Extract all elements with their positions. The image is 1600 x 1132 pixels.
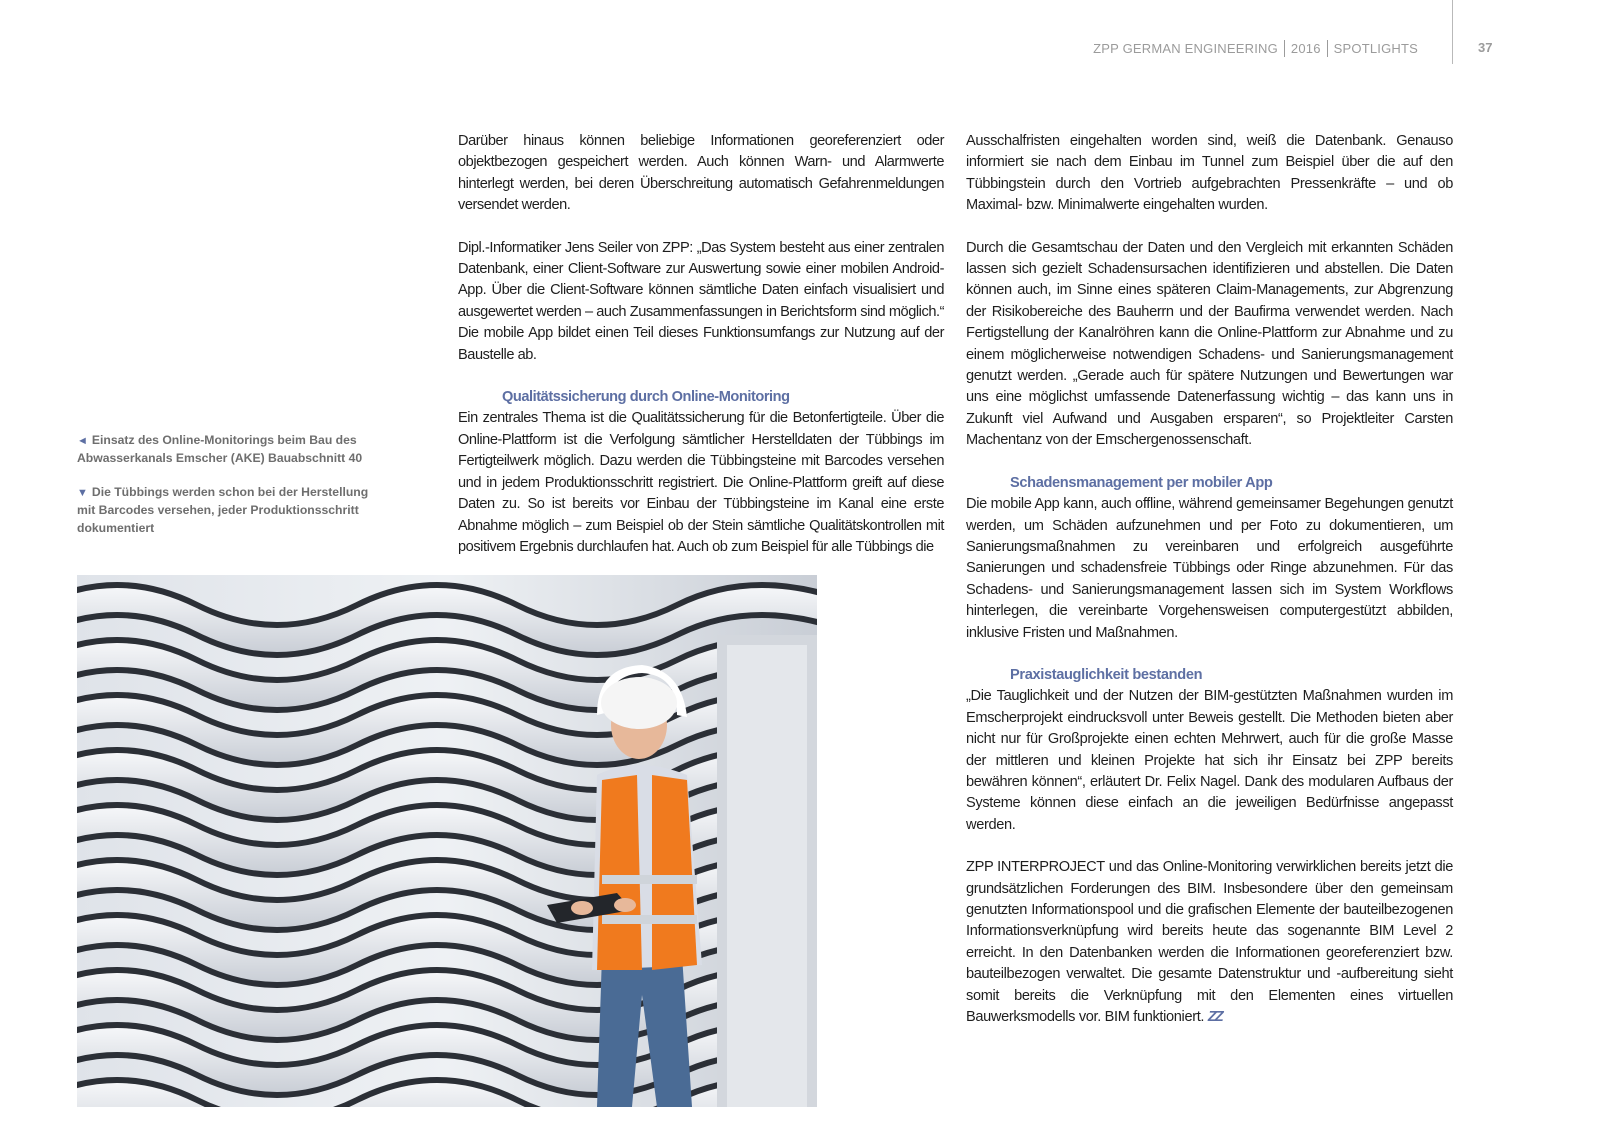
- header-publication: ZPP GERMAN ENGINEERING: [1093, 41, 1278, 56]
- caption-left-arrow: [77, 432, 377, 468]
- paragraph: Dipl.-Informatiker Jens Seiler von ZPP: „Das System besteht aus einer zentralen Datenbank, einer Client-Software zur Auswertung sowie einer mobilen Android-App. Über die Client-Software können sämtliche Daten einfach visualisiert und ausgewertet werden – auch Zusammenfassungen in Berichtsform sind möglich.“ Die mobile App bildet einen Teil dieses Funktionsumfangs zur Nutzung auf der Baustelle ab.: [458, 239, 944, 363]
- paragraph: Ausschalfristen eingehalten worden sind, weiß die Datenbank. Genauso informiert sie nach dem Einbau im Tunnel zum Beispiel über die auf den Tübbingstein durch den Vortrieb aufgebrachten Pressenkräfte – und ob Maximal- bzw. Minimalwerte eingehalten wurden.: [966, 133, 1453, 214]
- paragraph-final: [966, 857, 1453, 1028]
- end-mark-icon: ZZ: [1207, 1009, 1222, 1026]
- header-year: 2016: [1290, 41, 1321, 56]
- subheading: Praxistauglichkeit bestanden: [1010, 666, 1203, 683]
- caption-text: Die Tübbings werden schon bei der Herstellung mit Barcodes versehen, jeder Produktionsschritt dokumentiert: [77, 484, 369, 535]
- arrow-down-icon: ▼: [77, 486, 88, 499]
- header-separator: [1327, 40, 1328, 57]
- header-section: SPOTLIGHTS: [1333, 41, 1418, 56]
- caption-down-arrow: [77, 484, 377, 537]
- page-number: 37: [1478, 40, 1493, 55]
- caption-text: Einsatz des Online-Monitorings beim Bau des Abwasserkanals Emscher (AKE) Bauabschnitt 40: [77, 433, 363, 466]
- paragraph-text: ZPP INTERPROJECT und das Online-Monitoring verwirklichen bereits jetzt die grundsätzlichen Forderungen des BIM. Insbesondere über den gemeinsam genutzten Informationspool und die grafischen Elemente der bauteilbezogenen Informationsverknüpfung wird bereits heute das sogenannte BIM Level 2 erreicht. In den Datenbanken werden die Informationen georeferenziert bzw. bauteilbezogen verwaltet. Die gesamte Datenstruktur und -aufbereitung sieht somit bereits die Verknüpfung mit den Elementen eines virtuellen Bauwerksmodells vor. BIM funktioniert.: [966, 859, 1453, 1026]
- arrow-left-icon: ◄: [77, 435, 88, 447]
- subheading: Schadensmanagement per mobiler App: [1010, 474, 1273, 491]
- text-column-left: [458, 131, 944, 558]
- paragraph: Darüber hinaus können beliebige Informationen georeferenziert oder objektbezogen gespeichert werden. Auch können Warn- und Alarmwerte hinterlegt werden, bei deren Überschreitung automatisch Gefahrenmeldungen versendet werden.: [458, 133, 944, 214]
- paragraph: „Die Tauglichkeit und der Nutzen der BIM-gestützten Maßnahmen wurden im Emscherprojekt eindrucksvoll unter Beweis gestellt. Die Methoden bieten aber nicht nur für Großprojekte einen echten Mehrwert, auch für die große Masse der mittleren und kleinen Projekte hat sich ihr Einsatz bei ZPP bereits bewähren können“, erläutert Dr. Felix Nagel. Dank des modularen Aufbaus der Systeme können diese einfach an die jeweiligen Bedürfnisse angepasst werden.: [966, 688, 1453, 833]
- photo-worker-tablet-tunnel-segments: [77, 575, 817, 1107]
- text-column-right: [966, 131, 1453, 1028]
- running-header: [1093, 40, 1418, 57]
- photo-captions: [77, 432, 377, 553]
- paragraph: Die mobile App kann, auch offline, während gemeinsamer Begehungen genutzt werden, um Schäden aufzunehmen und per Foto zu dokumentieren, um Sanierungsmaßnahmen zu vereinbaren und erfolgreich ausgeführte Sanierungen und schadensfreie Tübbings oder Ringe abzunehmen. Für das Schadens- und Sanierungsmanagement lassen sich im System Workflows hinterlegen, die vereinbarte Vorgehensweisen computergestützt abbilden, inklusive Fristen und Maßnahmen.: [966, 496, 1453, 641]
- photo-illustration: [77, 575, 817, 1107]
- paragraph: Durch die Gesamtschau der Daten und den Vergleich mit erkannten Schäden lassen sich gezielt Schadensursachen identifizieren und abstellen. Die Daten können auch, im Sinne eines späteren Claim-Managements, zur Abgrenzung der Risikobereiche des Bauherrn und der Baufirma verwendet werden. Nach Fertigstellung der Kanalröhren kann die Online-Plattform zur Abnahme und zu einem möglicherweise notwendigen Schadens- und Sanierungsmanagement genutzt werden. „Gerade auch für spätere Nutzungen und Bewertungen war uns eine möglichst umfassende Datenerfassung wichtig – das kann uns in Zukunft viel Aufwand und Ausgaben ersparen“, so Projektleiter Carsten Machentanz von der Emschergenossenschaft.: [966, 239, 1453, 449]
- header-vertical-rule: [1452, 0, 1453, 64]
- paragraph: Ein zentrales Thema ist die Qualitätssicherung für die Betonfertigteile. Über die Online-Plattform ist die Verfolgung sämtlicher Herstelldaten der Tübbings im Fertigteilwerk möglich. Dazu werden die Tübbingsteine mit Barcodes versehen und in jedem Produktionsschritt registriert. Die Online-Plattform greift auf diese Daten zu. So ist bereits vor Einbau der Tübbingsteine im Kanal eine erste Abnahme möglich – zum Beispiel ob der Stein sämtliche Qualitätskontrollen mit positivem Ergebnis durchlaufen hat. Auch ob zum Beispiel für alle Tübbings die: [458, 410, 944, 555]
- subheading: Qualitätssicherung durch Online-Monitoring: [502, 389, 790, 406]
- header-separator: [1284, 40, 1285, 57]
